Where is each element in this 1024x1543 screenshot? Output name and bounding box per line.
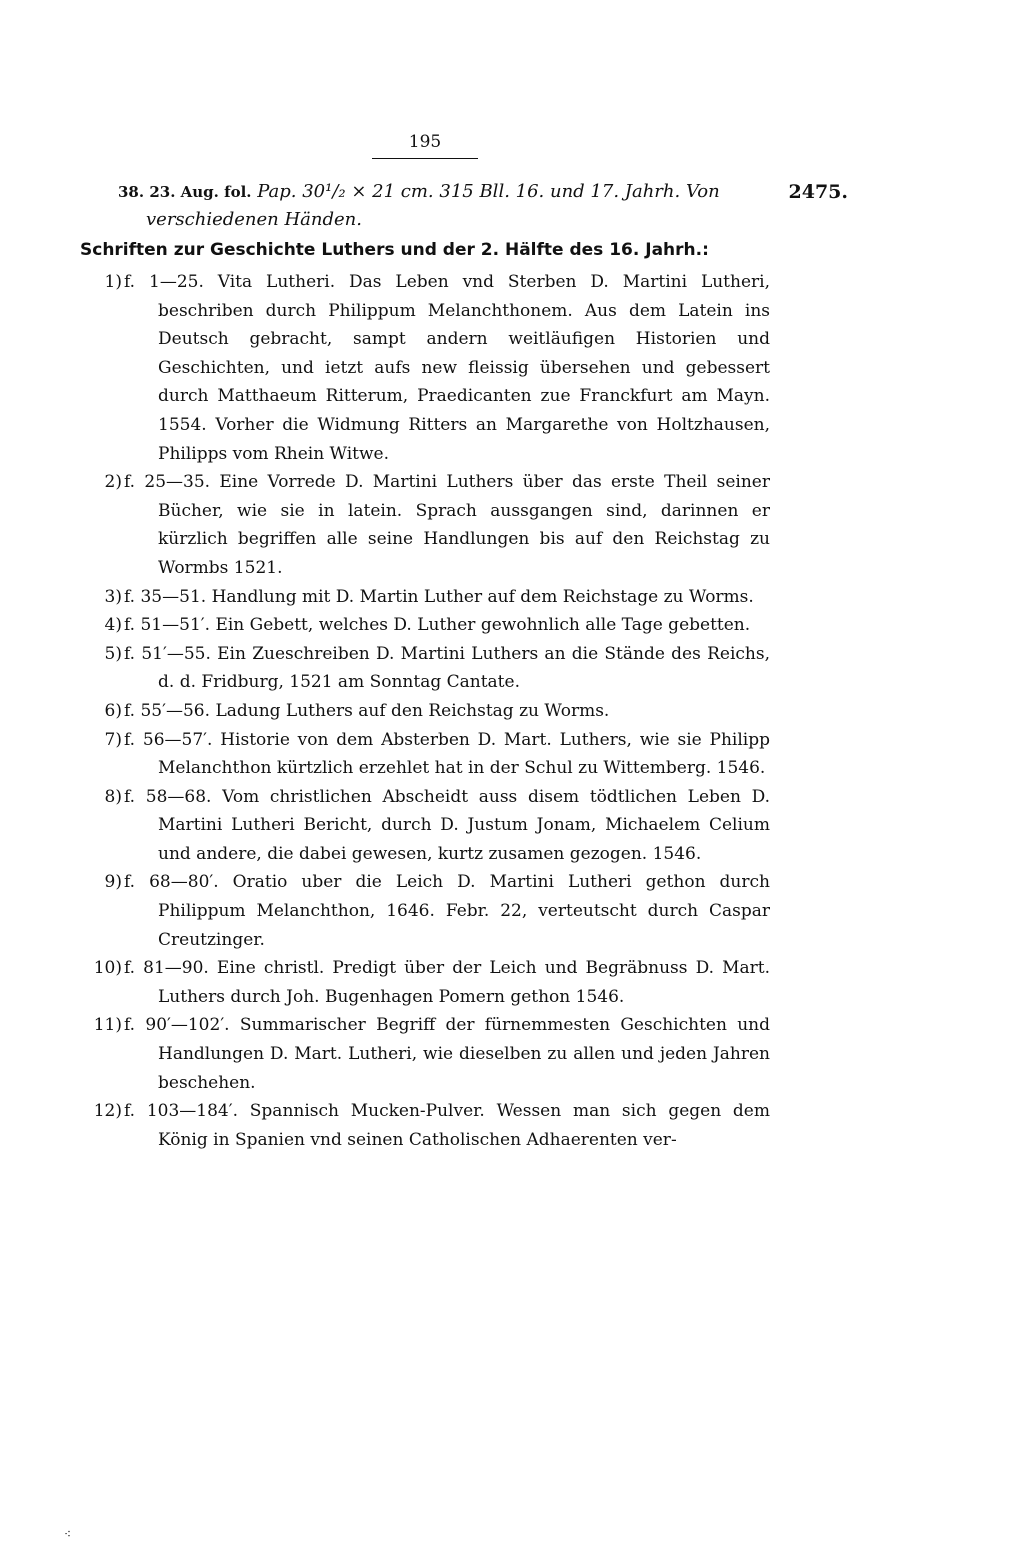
entry-text: Spannisch Mucken-Pulver. Wessen man sich gegen dem König in Spanien vnd seinen Catholischen Adhaerenten ver-	[158, 1101, 770, 1150]
entry-text: Ein Gebett, welches D. Luther gewohnlich alle Tage gebetten.	[215, 615, 751, 636]
entry-text: Handlung mit D. Martin Luther auf dem Reichstage zu Worms.	[211, 586, 754, 607]
entry-text: Vom christlichen Abscheidt auss disem tödtlichen Leben D. Martini Lutheri Bericht, durch D. Justum Jonam, Michaelem Celium und andere, die dabei gewesen, kurtz zusamen gezogen. 1546.	[158, 786, 770, 864]
list-item	[78, 954, 770, 1011]
entry-number: 5)	[104, 643, 122, 664]
list-item	[78, 1097, 770, 1154]
folio-reference: f. 103—184′.	[124, 1101, 250, 1122]
list-item	[78, 868, 770, 954]
entry-text: Summarischer Begriff der fürnemmesten Geschichten und Handlungen D. Mart. Lutheri, wie dieselben zu allen und jeden Jahren beschehen.	[158, 1015, 770, 1093]
entry-number: 12)	[93, 1101, 122, 1122]
entry-text: Eine Vorrede D. Martini Luthers über das erste Theil seiner Bücher, wie sie in latein. Sprach aussgangen sind, darinnen er kürzlich begriffen alle seine Handlungen bis auf den Reichstag zu Wormbs 1521.	[158, 472, 770, 578]
page-number: 195	[408, 132, 442, 152]
folio-reference: f. 51—51′.	[124, 615, 216, 636]
entry-text: Oratio uber die Leich D. Martini Lutheri gethon durch Philippum Melanchthon, 1646. Febr. 22, verteutscht durch Caspar Creutzinger.	[158, 872, 770, 950]
physical-description-continued: verschiedenen Händen.	[146, 209, 362, 230]
footer-mark: ⁖	[64, 1527, 72, 1541]
folio-reference: f. 51′—55.	[124, 643, 218, 664]
entry-text: Eine christl. Predigt über der Leich und Begräbnuss D. Mart. Luthers durch Joh. Bugenhagen Pomern gethon 1546.	[158, 958, 770, 1007]
entry-number: 7)	[104, 729, 122, 750]
list-item	[78, 268, 770, 468]
entry-text: Vita Lutheri. Das Leben vnd Sterben D. Martini Lutheri, beschriben durch Philippum Melanchthonem. Aus dem Latein ins Deutsch gebracht, sampt andern weitläufigen Historien und Geschichten, und ietzt aufs new fleissig übersehen und gebessert durch Matthaeum Ritterum, Praedicanten zue Franckfurt am Mayn. 1554. Vorher die Widmung Ritters an Margarethe von Holtzhausen, Philipps vom Rhein Witwe.	[158, 272, 770, 464]
physical-description: Pap. 30¹/₂ × 21 cm. 315 Bll. 16. und 17. Jahrh. Von	[257, 181, 720, 202]
catalog-header	[118, 178, 848, 234]
folio-reference: f. 55′—56.	[124, 700, 216, 721]
list-item	[78, 783, 770, 869]
contents-list	[78, 268, 770, 1154]
entry-number: 11)	[93, 1015, 122, 1036]
list-item	[78, 1011, 770, 1097]
section-title: Schriften zur Geschichte Luthers und der 2. Hälfte des 16. Jahrh.:	[80, 240, 709, 260]
folio-reference: f. 58—68.	[124, 786, 223, 807]
folio-reference: f. 25—35.	[124, 472, 220, 493]
shelfmark: 38. 23. Aug. fol.	[118, 183, 252, 201]
entry-number: 2)	[104, 472, 122, 493]
page-number-rule	[372, 158, 478, 159]
entry-number: 9)	[104, 872, 122, 893]
list-item	[78, 611, 770, 640]
list-item	[78, 468, 770, 582]
entry-number: 4)	[104, 615, 122, 636]
catalog-number: 2475.	[788, 181, 848, 203]
entry-number: 1)	[104, 272, 122, 292]
folio-reference: f. 90′—102′.	[124, 1015, 240, 1036]
list-item	[78, 726, 770, 783]
entry-text: Historie von dem Absterben D. Mart. Luthers, wie sie Philipp Melanchthon kürtzlich erzehlet hat in der Schul zu Wittemberg. 1546.	[158, 729, 770, 779]
entry-number: 10)	[93, 958, 122, 979]
folio-reference: f. 56—57′.	[124, 729, 221, 750]
entry-number: 3)	[104, 586, 122, 607]
entry-text: Ladung Luthers auf den Reichstag zu Worms.	[215, 700, 610, 721]
header-line	[118, 178, 848, 206]
entry-number: 6)	[104, 700, 122, 721]
folio-reference: f. 35—51.	[124, 586, 212, 607]
list-item	[78, 583, 770, 612]
list-item	[78, 640, 770, 697]
folio-reference: f. 1—25.	[124, 272, 218, 292]
list-item	[78, 697, 770, 726]
entry-number: 8)	[104, 786, 122, 807]
entry-text: Ein Zueschreiben D. Martini Luthers an die Stände des Reichs, d. d. Fridburg, 1521 am Sonntag Cantate.	[158, 643, 770, 693]
folio-reference: f. 81—90.	[124, 958, 217, 979]
folio-reference: f. 68—80′.	[124, 872, 233, 893]
